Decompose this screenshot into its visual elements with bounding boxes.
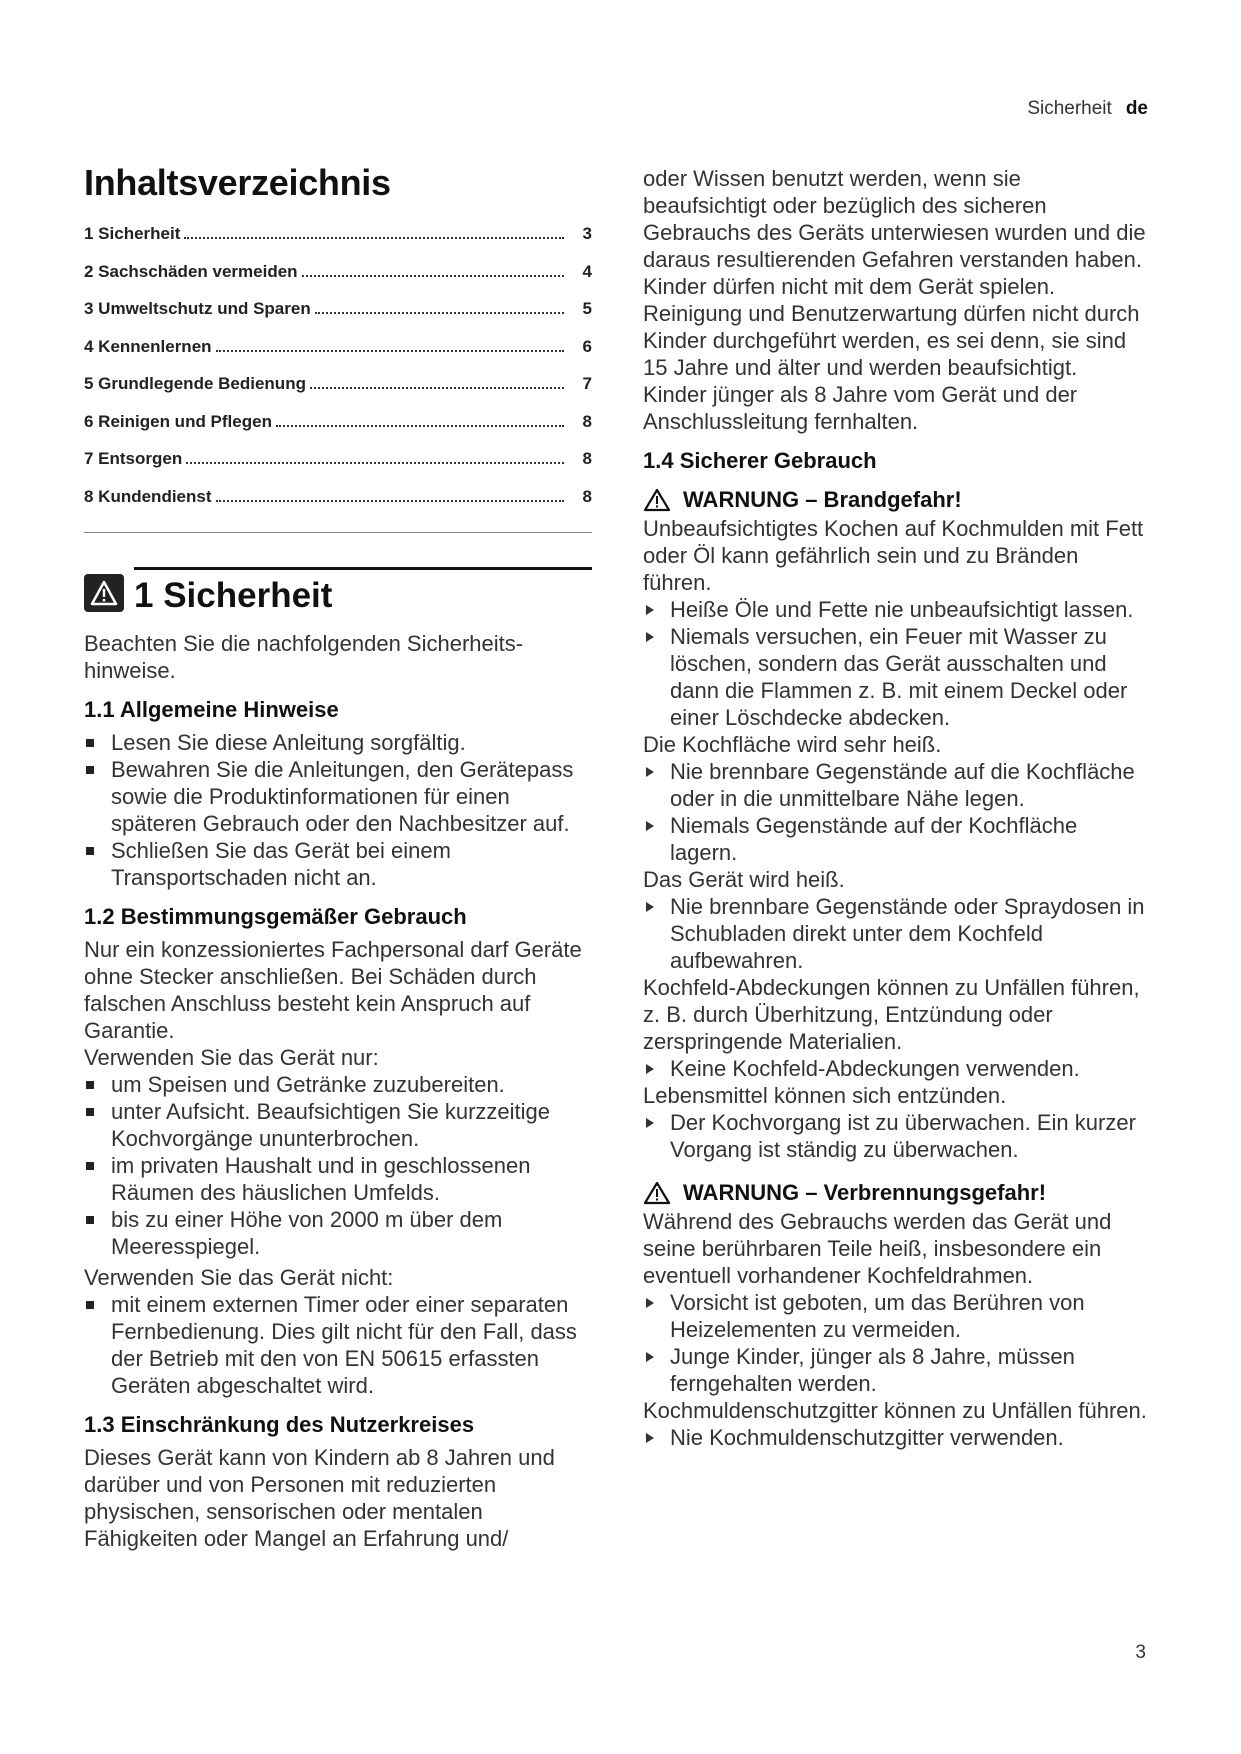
list-item: Nie brennbare Gegenstände oder Spraydosen in Schubladen direkt unter dem Kochfeld aufbewahren. (643, 893, 1148, 974)
subsection-title: 1.3 Einschränkung des Nutzerkreises (84, 1412, 475, 1437)
action-list (643, 1424, 1148, 1451)
list-item: bis zu einer Höhe von 2000 m über dem Meeresspiegel. (84, 1206, 592, 1260)
toc-item[interactable]: 5 Grundlegende Bedienung 7 (84, 374, 592, 393)
list-item: Bewahren Sie die Anleitungen, den Gerätepass sowie die Produktinformationen für einen späteren Gebrauch oder den Nachbesitzer auf. (84, 756, 592, 837)
warning-heading: WARNUNG – Brandgefahr! (643, 486, 1148, 513)
left-column (84, 162, 592, 1552)
paragraph: Unbeaufsichtigtes Kochen auf Kochmulden mit Fett oder Öl kann gefährlich sein und zu Bränden führen. (643, 516, 1144, 595)
list-item: Niemals versuchen, ein Feuer mit Wasser zu löschen, sondern das Gerät ausschalten und dann die Flammen z. B. mit einem Deckel oder einer Löschdecke abdecken. (643, 623, 1148, 731)
toc-item[interactable]: 7 Entsorgen 8 (84, 449, 592, 468)
list-item: Schließen Sie das Gerät bei einem Transportschaden nicht an. (84, 837, 592, 891)
action-list (643, 893, 1148, 974)
subsection-title: 1.2 Bestimmungsgemäßer Gebrauch (84, 904, 467, 929)
toc-item[interactable]: 3 Umweltschutz und Sparen 5 (84, 299, 592, 318)
header-lang: de (1125, 98, 1148, 119)
list-item: Junge Kinder, jünger als 8 Jahre, müssen ferngehalten werden. (643, 1343, 1148, 1397)
list-item: Der Kochvorgang ist zu überwachen. Ein kurzer Vorgang ist ständig zu überwachen. (643, 1109, 1148, 1163)
paragraph: oder Wissen benutzt werden, wenn sie beaufsichtigt oder bezüglich des sicheren Gebrauchs des Geräts unterwiesen wurden und die daraus resultierenden Gefahren verstanden haben. (643, 166, 1146, 272)
list-item: Keine Kochfeld-Abdeckungen verwenden. (643, 1055, 1148, 1082)
list-item: unter Aufsicht. Beaufsichtigen Sie kurzzeitige Kochvorgänge ununterbrochen. (84, 1098, 592, 1152)
paragraph: Kinder dürfen nicht mit dem Gerät spielen. (643, 274, 1056, 299)
list-item: Nie Kochmuldenschutzgitter verwenden. (643, 1424, 1148, 1451)
list-item: Vorsicht ist geboten, um das Berühren von Heizelementen zu vermeiden. (643, 1289, 1148, 1343)
paragraph: Verwenden Sie das Gerät nicht: (84, 1265, 394, 1290)
warning-heading: WARNUNG – Verbrennungsgefahr! (643, 1179, 1148, 1206)
paragraph: Das Gerät wird heiß. (643, 867, 845, 892)
toc-list (84, 224, 592, 524)
paragraph: Lebensmittel können sich entzünden. (643, 1083, 1007, 1108)
bullet-list (84, 729, 592, 891)
page-number: 3 (1135, 1642, 1146, 1663)
list-item: um Speisen und Getränke zuzubereiten. (84, 1071, 592, 1098)
list-item: im privaten Haushalt und in geschlossenen Räumen des häuslichen Umfelds. (84, 1152, 592, 1206)
toc-item[interactable]: 8 Kundendienst 8 (84, 486, 592, 506)
section-title: 1 Sicherheit (134, 576, 333, 615)
toc-item[interactable]: 2 Sachschäden vermeiden 4 (84, 261, 592, 281)
action-list (643, 1109, 1148, 1163)
section-heading (84, 567, 592, 616)
action-list (643, 596, 1148, 731)
action-list (643, 1289, 1148, 1397)
section-intro: Beachten Sie die nachfolgenden Sicherheits-hinweise. (84, 631, 524, 683)
warning-triangle-icon (643, 488, 671, 512)
paragraph: Kochmuldenschutzgitter können zu Unfällen führen. (643, 1398, 1147, 1423)
paragraph: Nur ein konzessioniertes Fachpersonal darf Geräte ohne Stecker anschließen. Bei Schäden durch falschen Anschluss besteht kein Anspruch auf Garantie. (84, 937, 582, 1043)
list-item: mit einem externen Timer oder einer separaten Fernbedienung. Dies gilt nicht für den Fall, dass der Betrieb mit den von EN 50615 erfassten Geräten abgeschaltet wird. (84, 1291, 592, 1399)
toc-item[interactable]: 4 Kennenlernen 6 (84, 336, 592, 356)
warning-triangle-icon (643, 1181, 671, 1205)
paragraph: Kinder jünger als 8 Jahre vom Gerät und der Anschlussleitung fernhalten. (643, 382, 1078, 434)
paragraph: Die Kochfläche wird sehr heiß. (643, 732, 942, 757)
toc-divider (84, 532, 592, 533)
right-column (643, 165, 1148, 1451)
paragraph: Verwenden Sie das Gerät nur: (84, 1045, 379, 1070)
bullet-list (84, 1291, 592, 1399)
running-header (1027, 98, 1148, 120)
paragraph: Während des Gebrauchs werden das Gerät und seine berührbaren Teile heiß, insbesondere ein eventuell vorhandener Kochfeldrahmen. (643, 1209, 1112, 1288)
paragraph: Reinigung und Benutzerwartung dürfen nicht durch Kinder durchgeführt werden, es sei denn, sie sind 15 Jahre und älter und werden beaufsichtigt. (643, 301, 1140, 380)
bullet-list (84, 1071, 592, 1260)
list-item: Lesen Sie diese Anleitung sorgfältig. (84, 729, 592, 756)
header-section: Sicherheit (1027, 98, 1112, 119)
list-item: Nie brennbare Gegenstände auf die Kochfläche oder in die unmittelbare Nähe legen. (643, 758, 1148, 812)
toc-title: Inhaltsverzeichnis (84, 162, 391, 203)
toc-item[interactable]: 6 Reinigen und Pflegen 8 (84, 411, 592, 431)
toc-item[interactable]: 1 Sicherheit 3 (84, 224, 592, 243)
subsection-title: 1.4 Sicherer Gebrauch (643, 448, 877, 473)
action-list (643, 1055, 1148, 1082)
paragraph: Dieses Gerät kann von Kindern ab 8 Jahren und darüber und von Personen mit reduzierten physischen, sensorischen oder mentalen Fähigkeiten oder Mangel an Erfahrung und/ (84, 1445, 555, 1551)
action-list (643, 758, 1148, 866)
list-item: Niemals Gegenstände auf der Kochfläche lagern. (643, 812, 1148, 866)
list-item: Heiße Öle und Fette nie unbeaufsichtigt lassen. (643, 596, 1148, 623)
paragraph: Kochfeld-Abdeckungen können zu Unfällen führen, z. B. durch Überhitzung, Entzündung oder zerspringende Materialien. (643, 975, 1140, 1054)
warning-box-icon (84, 574, 124, 612)
subsection-title: 1.1 Allgemeine Hinweise (84, 697, 339, 722)
